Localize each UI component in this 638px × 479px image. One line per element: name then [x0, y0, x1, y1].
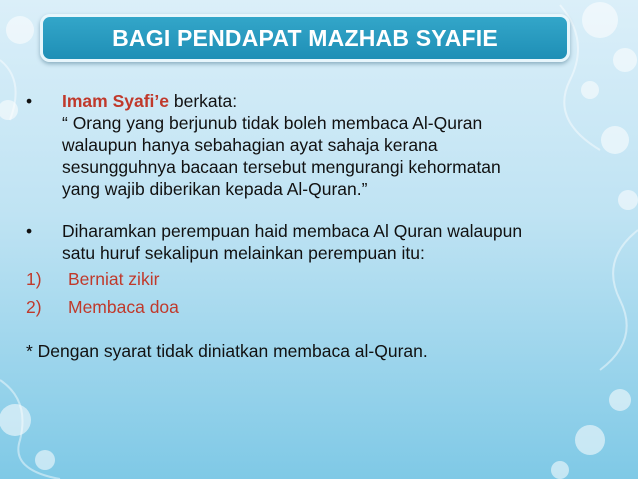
list-item-2	[26, 296, 626, 318]
point2-line: Diharamkan perempuan haid membaca Al Quran walaupun	[62, 221, 523, 241]
list-item-1	[26, 268, 626, 290]
list-text: Membaca doa	[68, 297, 179, 317]
slide-content	[26, 90, 626, 362]
quote-line: “ Orang yang berjunub tidak boleh membaca Al-Quran	[62, 113, 483, 133]
footnote: * Dengan syarat tidak diniatkan membaca al-Quran.	[26, 341, 428, 361]
list-number: 1)	[26, 269, 42, 289]
quote-line: sesungguhnya bacaan tersebut mengurangi kehormatan	[62, 157, 501, 177]
quote-line: yang wajib diberikan kepada Al-Quran.”	[62, 179, 368, 199]
list-number: 2)	[26, 297, 42, 317]
point2-line: satu huruf sekalipun melainkan perempuan itu:	[62, 243, 425, 263]
bullet-marker: •	[26, 91, 33, 111]
speaker-name: Imam Syafi’e	[62, 91, 169, 111]
point1-heading	[62, 90, 501, 112]
bullet-marker: •	[26, 221, 33, 241]
title-banner	[40, 14, 570, 62]
quote-line: walaupun hanya sebahagian ayat sahaja kerana	[62, 135, 438, 155]
slide-title: BAGI PENDAPAT MAZHAB SYAFIE	[112, 24, 498, 51]
list-text: Berniat zikir	[68, 269, 160, 289]
bullet-point-2	[26, 220, 626, 264]
speaker-verb: berkata:	[169, 91, 238, 111]
bullet-point-1	[26, 90, 626, 200]
